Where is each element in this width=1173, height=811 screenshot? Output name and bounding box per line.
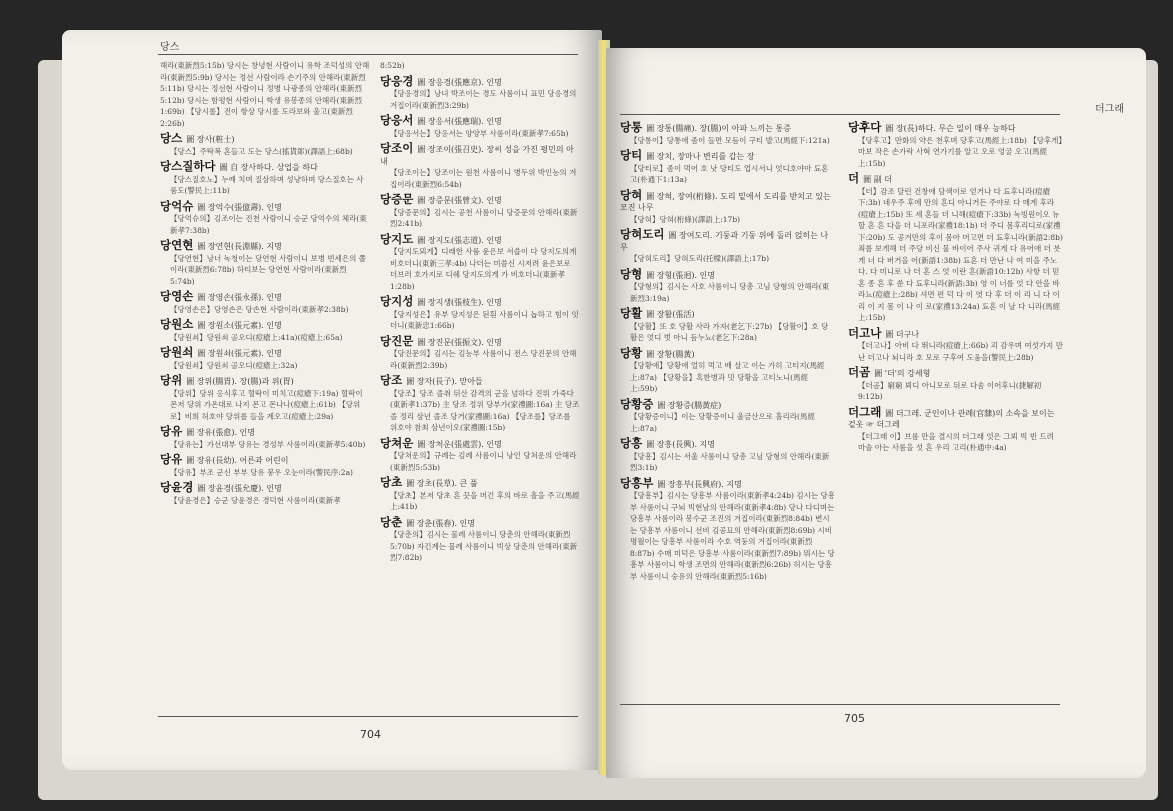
citation: 【당흥부】김시는 당흥부 사롬이라(東新孝4:24b) 김시는 당흥부 사롬이니 구뇌 빅현남의 안해라(東新孝4:8b) 당나 다디며는 당흥부 사롬이라 봉수군 조진의 겨집이라(東新烈8:84b) 변시는 당흥부 사롬이니 선비 김공묘의 안해라(東新烈8:69b) 시비 명월이는 당흥부 사롬이라 수호 역둥의 겨집이라(東新烈8:87b) 수매 미덕은 당흥부 사롬이라(東新烈7:89b) 뭐시는 당흥부 사롬이니 학생 조면의 안해라(東新烈6:26b) 허시는 당흥부 사롬이니 숭유의 안해라(東新烈5:16b) [630, 491, 835, 581]
left-foot-rule [158, 716, 578, 717]
left-page-number: 704 [360, 728, 381, 741]
dictionary-entry [620, 266, 835, 305]
citation: 【당춘의】김시는 물례 사롬이니 당춘의 안해라(東新烈5:70b) 자긴계는 물례 사롬이니 빅상 당춘의 안해라(東新烈7:82b) [390, 530, 578, 562]
right-page-number: 705 [844, 712, 865, 725]
citation: 【당원쇠】당원쇠 골오디(痘瘡上:32a) [170, 360, 298, 370]
gloss: 圖 장원쇠(張元素). 인명 [197, 349, 282, 358]
headword: 당흥부 [620, 475, 654, 490]
dictionary-entry [848, 173, 1063, 324]
gloss: 圖 장사(粧士) [186, 135, 235, 144]
citation: 【당원쇠】당원쇠 골오디(痘瘡上:41a)(痘瘡上:65a) [170, 332, 343, 342]
dictionary-entry [380, 73, 580, 112]
dictionary-entry [380, 477, 580, 513]
gloss: 圖 自 장사하다. 상업을 하다 [219, 163, 318, 172]
citation: 【당조】당조 졸취 뒤산 감격의 군을 넘하다 진뤄 가죽다(東新孝1:37b) 主 당조 정위 당부가(家禮圖:16a) 主 당조 졸 정리 삼년 졸조 당거(家禮圖:16a) 【당조를】당조를 위호야 참최 삼년이오(家禮圖:15b) [390, 388, 580, 432]
gloss: 圖 장처운(張處雲). 인명 [417, 439, 502, 449]
headword: 당지도 [380, 231, 414, 246]
dictionary-entry [848, 367, 1063, 403]
dictionary-entry [380, 231, 580, 293]
dictionary-entry [380, 333, 580, 372]
gloss: 圖 장조이(張召史). 장씨 성을 가진 평민의 아내 [380, 145, 574, 166]
gloss: 圖 장흥(長興). 지명 [646, 440, 716, 449]
dictionary-entry [848, 325, 1063, 364]
dictionary-entry [620, 150, 835, 186]
gloss: 圖 장(長)하다. 무슨 일이 매우 능하다 [885, 124, 1016, 133]
gloss: 圖 장억수(張億壽). 인명 [197, 202, 282, 212]
gloss: 圖 장여도리. 기둥과 기둥 위에 돌러 얹히는 나무 [620, 231, 829, 252]
citation: 【당응경의】낭녀 박조이는 경도 사롬이니 표민 당응경의 겨집이라(東新烈3:29b) [390, 89, 577, 110]
headword: 당응경 [380, 73, 414, 88]
citation: 【당유는】가선대부 당유는 경성부 사롬이라(東新孝5:40b) [170, 439, 366, 449]
headword: 당초 [380, 475, 403, 489]
citation: 【당흥】김시는 서울 사롬이니 당총 고님 당형의 안해라(東新烈3:1b) [630, 451, 830, 472]
citation: 【더그래 이】브롬 만을 결시의 더그래 엇은 그뵈 빅 빈 드려 마솔 아는 사롬을 섯 혼 우리 고리(朴通中:4a) [858, 431, 1054, 452]
citation: 【당티로】좀이 먹어 호 낫 당티도 업시서니 엇디호야아 됴혼고(朴通下1:13a) [630, 163, 829, 184]
headword: 당유 [160, 424, 183, 438]
dictionary-entry [160, 426, 370, 450]
gloss: 圖 副 더 [863, 175, 892, 184]
citation: 【더】감조 달린 건창애 담색이로 얻거나 다 됴후니라(痘瘡下:3b) 네우주 후에 만의 흔디 아니거든 주야로 다 매게 후라(痘瘡上:15b) 또 세 혼들 더 니해(痘瘡下:33b) 녹빙원이오 뉴할 혼 흔 다을 더 니포라(家禮18:1b) 더 주디 몸후리디로(家禮下:20b) 도 공겨만의 후이 몸아 머고면 더 됴후니라(新語2:8b) 죄를 보게해 더 주당 비신 물 바이어 주사 귀게 다 유어애 더 븟게 너 다 버거을 어(新語1:38b) 됴혼 더 만난 나 여 미을 주노다. 다 미니로 나 더 혼 스 엇 이란 흔(新語10:12b) 사항 더 믿혼 종 흔 후 쑨 다 됴후니라(新語:3b) 영 이 너를 엇 다 안을 바라뇨(痘瘡上:28b) 셔면 편 덕 다 이 엿 다 후 더 이 리 니 다 이 리 이 지 몸 이 나 이 로(家禮13:24a) 됴혼 이 날 다 니라(馬經上:15b) [858, 186, 1063, 322]
dictionary-entry [160, 161, 370, 197]
headword: 당위 [160, 373, 183, 387]
headword: 더 [848, 171, 860, 185]
left-head-rule [158, 54, 578, 55]
gloss: 圖 장통(腸痛). 장(腸)이 아파 느끼는 통증 [646, 124, 791, 133]
headword: 당황증 [620, 396, 654, 411]
headword: 당윤경 [160, 480, 194, 494]
gloss: 圖 더그레. 군인이나 관례(官隸)의 소속을 보이는 겉옷 ☞ 더그레 [848, 408, 1055, 429]
headword: 당영손 [160, 289, 194, 303]
gloss: 圖 장진문(張振文). 인명 [417, 337, 502, 347]
gloss: 圖 장영손(張永孫). 인명 [197, 293, 282, 302]
headword: 당억슈 [160, 198, 194, 213]
gloss: 圖 장지도(張志道). 인명 [417, 235, 502, 245]
dictionary-entry [380, 375, 580, 434]
dictionary-entry [620, 396, 835, 435]
left-page [62, 30, 602, 770]
headword: 당조이 [380, 141, 414, 155]
citation: 【당황애】당황애 얼히 먹고 배 살고 이는 가히 고티지(馬經上:87a) 【당황을】혹한병과 밋 당황을 고티노니(馬經上:59b) [630, 361, 825, 393]
gloss: 圖 장황(腸黃) [646, 349, 695, 359]
dictionary-entry [160, 133, 370, 157]
dictionary-entry [380, 143, 580, 190]
citation: 【당지도뫼게】디래한 사룸 윤은보 서씁이 다 당지도의게 비호더니(東新三孝:4b) 나더는 미씀신 시저려 윤은보로 더브러 호가지로 디쉐 당지도의게 가 비호더니(東新孝1:28b) [390, 247, 577, 291]
headword: 당활 [620, 306, 643, 320]
dictionary-entry [620, 475, 835, 583]
citation: 【당혀도리】당혀도리(托樑)(譯語上:17b) [630, 254, 770, 263]
gloss: 圖 장지생(張枝生). 인명 [417, 298, 502, 307]
left-column-2 [380, 60, 580, 568]
citation: 【당윤경은】승군 당윤경은 경덕현 사롬이라(東新孝 [170, 495, 341, 505]
citation: 【당진문의】김시는 김능부 사롬이니 전스 당진문의 안해라(東新烈2:39b) [390, 349, 577, 370]
headword: 당통 [620, 120, 643, 134]
citation: 【당유】부조 군신 부부 당유 붕우 오눈이라(警民序:2a) [170, 467, 353, 477]
gloss: 圖 장원소(張元素). 인명 [197, 321, 282, 330]
headword: 당형 [620, 266, 643, 281]
gloss: 圖 장치, 장마나 변리를 갑는 장 [646, 152, 755, 161]
gloss: 圖 장증문(張曾文). 인명 [417, 196, 502, 205]
right-column-2 [848, 122, 1063, 458]
headword: 당조 [380, 373, 403, 387]
gloss: 圖 장초(長草). 큰 풀 [406, 479, 478, 488]
right-column-1 [620, 122, 835, 586]
citation: 【당스질호노】누예 치며 질삼하며 성냥하며 당스질호는 사룸도(警民上:11b) [170, 174, 364, 195]
gloss: 圖 장연현(長淵縣). 지명 [197, 242, 282, 251]
gloss: 圖 장윤경(張允慶). 인명 [197, 484, 282, 493]
dictionary-entry [620, 187, 835, 226]
dictionary-entry [160, 482, 370, 506]
gloss: 圖 장형(張迥). 인명 [646, 270, 716, 280]
dictionary-entry [160, 375, 370, 422]
gloss: 圖 장활(張活) [646, 310, 695, 319]
citation: 【당영손은】당영손은 당손현 사람이라(東新孝2:38b) [170, 304, 349, 314]
citation: 【당후고】만화의 약은 천후며 당후고(馬經上:18b) 【당후게】마보 작은 손가락 사혁 연가기를 알고 오로 엉굴 오고(馬經上:15b) [858, 135, 1063, 168]
citation: 【당형의】김시는 사호 사롬이니 당총 고님 당형의 안해라(東新烈3:19a) [630, 282, 830, 303]
headword: 당쳐운 [380, 435, 414, 450]
gloss: 圖 장혀, 장여(桁條). 도리 밑에서 도리를 받치고 있는 모진 나무 [620, 191, 831, 212]
gloss: 圖 더구나 [885, 329, 920, 339]
gloss: 圖 장응경(張應京). 인명 [417, 77, 502, 87]
gloss: 圖 장춘(張春). 인명 [406, 518, 476, 528]
citation: 【당증문의】김시는 공천 사롬이니 당증문의 안해라(東新烈2:41b) [390, 207, 578, 228]
citation: 【당연현】낭너 녹청이는 당연현 사람이니 보병 빈세은의 쫄이라(東新烈6:78b) 하티보는 당연현 사람이라(東新烈5:74b) [170, 253, 366, 286]
citation: 【당조이는】당조이는 원천 사롬이니 병두위 박인능의 겨집이라(東新烈6:54b) [390, 168, 577, 189]
dictionary-entry [848, 404, 1063, 454]
gloss: 圖 장위(腸胃). 장(腸)과 위(胃) [186, 377, 294, 386]
dictionary-entry [380, 514, 580, 564]
dictionary-entry [160, 198, 370, 237]
headword: 당황 [620, 345, 643, 360]
headword: 당스 [160, 131, 183, 145]
citation: 【당활】또 호 당활 사라 가자(老乞下:27b) 【당활이】호 당활은 엇디 벗 아니 듬누뇨(老乞下:28a) [630, 321, 829, 342]
headword: 당지성 [380, 294, 414, 308]
dictionary-entry [160, 291, 370, 315]
citation: 【당통이】당통애 좀이 들면 모듬이 구티 발고(馬經下:121a) [630, 135, 830, 145]
headword: 더그래 [848, 404, 882, 419]
headword: 당유 [160, 452, 183, 466]
dictionary-entry [380, 296, 580, 332]
citation: 【당초】본저 당초 흔 끗을 머긴 후의 바로 흘을 주고(馬經上:41b) [390, 490, 580, 511]
dictionary-entry [620, 308, 835, 344]
citation: 【당스】주탁복 혼들고 도는 당스(搖貨郞)(譯語上:68b) [170, 146, 353, 156]
gloss: 圖 장흥부(長興府). 지명 [657, 479, 742, 489]
citation: 【당위】당위 옹식후고 혈딱이 미치고(痘瘡下:19a) 혈딱이 몬저 당위 가온대로 나지 몬고 몬나나(痘瘡上:61b) 【당위로】비희 허호야 당위를 들을 계오고(痘瘡上:29a) [170, 388, 363, 421]
headword: 더고나 [848, 325, 882, 340]
headword: 당원쇠 [160, 345, 194, 359]
dictionary-entry [380, 194, 580, 230]
right-foot-rule [620, 704, 1060, 705]
dictionary-entry [848, 122, 1063, 169]
right-running-head: 더그래 [1095, 104, 1124, 115]
headword: 당흥 [620, 436, 643, 450]
citation: 【당혀】당혀(桁條)(譯語上:17b) [630, 214, 741, 224]
dictionary-entry [380, 60, 580, 72]
citation: 【당응서는】당응서는 양양부 사롬이라(東新孝7:65b) [390, 128, 569, 138]
gloss: 圖 장황증(腸黃症) [657, 400, 722, 410]
dictionary-entry [380, 435, 580, 474]
dictionary-entry [160, 240, 370, 287]
citation: 【당지성은】유부 당지성은 된흰 사롬이니 놉하고 힘이 잇더니(東新忠1:66b) [390, 309, 579, 330]
gloss: 圖 '더'의 강세형 [874, 369, 931, 378]
citation: 【더곰】窮窮 뵈디 아니모로 뒤로 다솜 이어후니(捷解初9:12b) [858, 380, 1042, 401]
right-head-rule [620, 114, 1060, 115]
dictionary-entry [620, 438, 835, 474]
headword: 당혀 [620, 187, 643, 202]
citation: 8:52b) [380, 61, 405, 70]
dictionary-entry [380, 115, 580, 139]
dictionary-entry [620, 122, 835, 146]
gloss: 圖 장자(長子). 맏아들 [406, 377, 483, 386]
citation: 【당황증이니】이는 당황증이니 울금산으로 홀리라(馬經上:87a) [630, 412, 815, 433]
headword: 당진문 [380, 333, 414, 348]
headword: 당후다 [848, 120, 882, 134]
citation: 【더고나】아비 다 뛰니라(痘瘡上:66b) 괴 감우며 여섯가지 만난 더고나 뇌니라 호 모로 구후여 도움을(警民上:28b) [858, 341, 1063, 362]
left-column-1 [160, 60, 370, 510]
dictionary-entry [160, 347, 370, 371]
headword: 당춘 [380, 514, 403, 529]
dictionary-entry [160, 319, 370, 343]
headword: 당응서 [380, 113, 414, 127]
dictionary-entry [620, 229, 835, 265]
dictionary-entry [620, 345, 835, 395]
gloss: 圖 장응서(張應瑞). 인명 [417, 117, 502, 126]
citation: 【당억슈의】김조이는 진천 사람이니 승군 당억수의 체라(東新孝7:38b) [170, 214, 367, 235]
headword: 당원소 [160, 317, 194, 331]
gloss: 圖 장유(長幼). 어른과 어린이 [186, 456, 289, 465]
right-page [606, 48, 1146, 778]
headword: 더곰 [848, 365, 871, 379]
headword: 당티 [620, 148, 643, 162]
gloss: 圖 장유(張愈). 인명 [186, 428, 256, 437]
headword: 당스질하다 [160, 159, 216, 173]
intro-fragment: 해라(東新烈5:15b) 당시는 창녕현 사람이니 유학 조덕성의 안해라(東新烈5:9b) 당시는 정선 사람이라 손기주의 안해라(東新烈5:11b) 당시는 정선현 사람이니 정병 나광종의 안해라(東新烈5:12b) 당시는 함평현 사람이니 학생 유봉종의 안해라(東新烈1:69b) 【당시롤】진이 항상 당시롤 도라보와 울고(東新烈2:26b) [160, 61, 370, 128]
headword: 당증문 [380, 192, 414, 206]
headword: 당연현 [160, 238, 194, 252]
citation: 【당쳐운의】규례는 김례 사롬이니 낭인 당쳐운의 안해라(東新烈5:53b) [390, 451, 577, 472]
left-running-head: 당스 [160, 42, 180, 53]
headword: 당혀도리 [620, 227, 665, 241]
dictionary-entry [160, 454, 370, 478]
